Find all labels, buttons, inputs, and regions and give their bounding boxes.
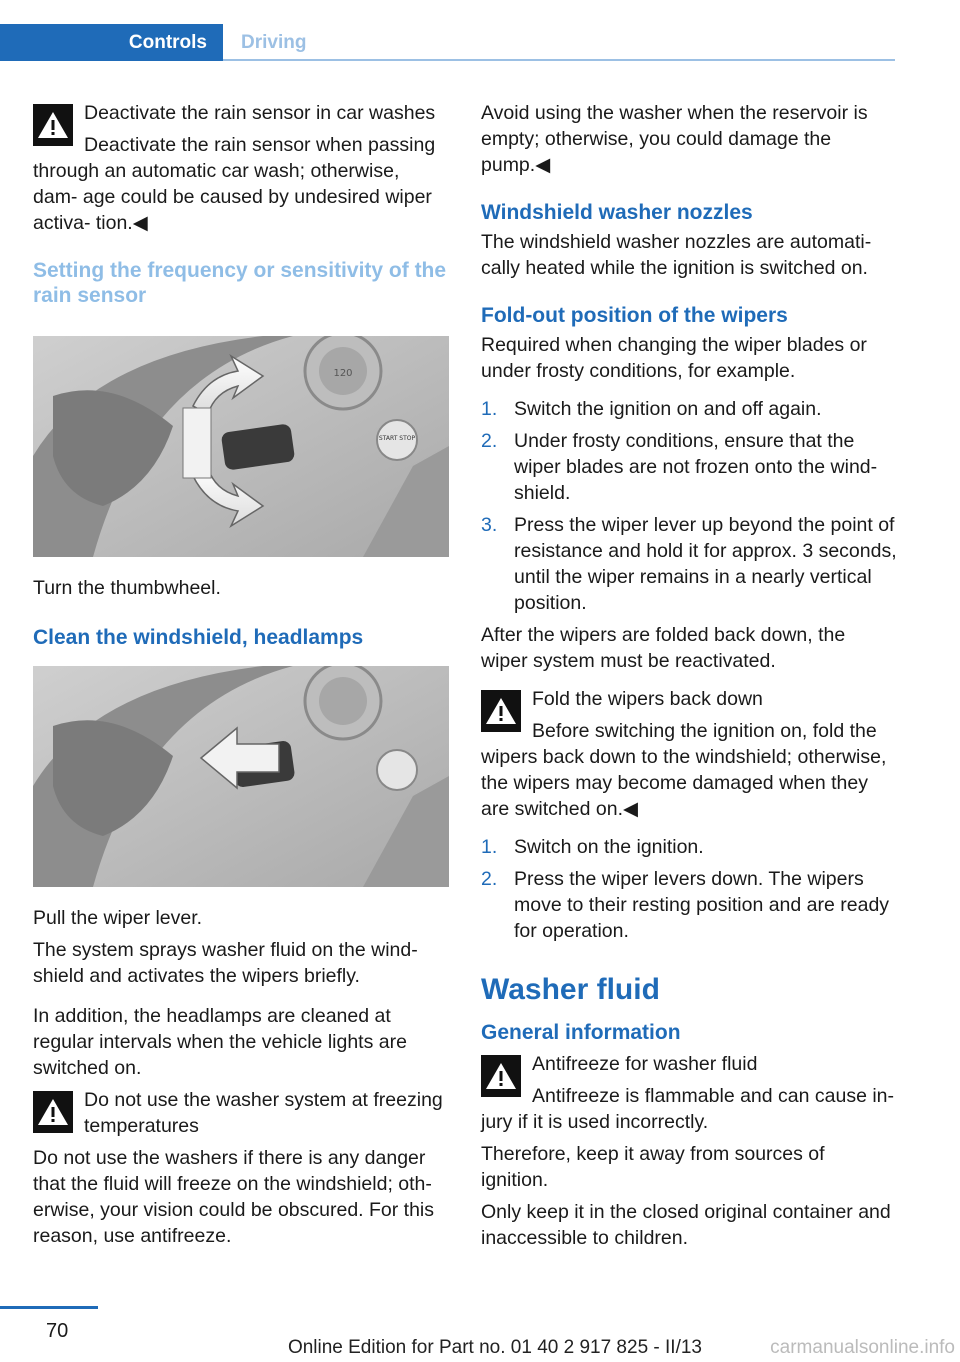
start-stop-label: START STOP: [378, 435, 416, 442]
warning-fold-back: [481, 686, 897, 822]
warning-title-cont: temperatures: [84, 1115, 199, 1137]
list-item: 1. Switch on the ignition.: [481, 836, 704, 858]
wiper-lever-photo: [33, 666, 449, 887]
edition-info: Online Edition for Part no. 01 40 2 917 825 - II/13: [287, 1337, 702, 1358]
tab-underline: [223, 59, 895, 61]
warning-freezing: [33, 1087, 449, 1249]
left-column: [33, 100, 449, 1255]
list-item: 3. Press the wiper lever up beyond the point of resistance and hold it for approx. 3 seconds, until the wiper remains in a nearly vertical position.: [481, 514, 897, 614]
warning-title: Deactivate the rain sensor in car washes: [84, 102, 436, 124]
warning-icon: [33, 104, 73, 146]
warning-text-line: Before switching the ignition on, fold the: [532, 720, 877, 742]
heading-washer-fluid: Washer fluid: [481, 973, 660, 1006]
paragraph-reactivate: After the wipers are folded back down, the wiper system must be reactivated.: [481, 624, 846, 672]
warning-title: Do not use the washer system at freezing: [84, 1089, 443, 1111]
paragraph-fold-out: Required when changing the wiper blades or under frosty conditions, for example.: [481, 334, 867, 382]
right-column: [481, 100, 897, 1257]
warning-icon: [481, 1055, 521, 1097]
paragraph-original-container: Only keep it in the closed original container and inaccessible to children.: [481, 1201, 891, 1249]
section-tabs: [0, 24, 895, 61]
caption-thumbwheel: Turn the thumbwheel.: [33, 577, 221, 599]
footer-rule: [0, 1306, 98, 1309]
warning-icon: [33, 1091, 73, 1133]
heading-frequency-sensitivity: Setting the frequency or sensitivity of the rain sensor: [33, 259, 447, 307]
warning-title: Antifreeze for washer fluid: [532, 1053, 758, 1075]
list-item: 2. Press the wiper levers down. The wipers move to their resting position and are ready for operation.: [481, 868, 890, 942]
paragraph-headlamps: In addition, the headlamps are cleaned at regular intervals when the vehicle lights are switched on.: [33, 1005, 407, 1079]
warning-text: Do not use the washers if there is any danger that the fluid will freeze on the windshield; oth‐ erwise, your vision could be obscured. For this reason, use antifreeze.: [33, 1147, 435, 1247]
paragraph-ignition-sources: Therefore, keep it away from sources of ignition.: [481, 1143, 825, 1191]
thumbwheel-photo: [33, 336, 449, 557]
warning-text: through an automatic car wash; otherwise, dam‐ age could be caused by undesired wiper activa‐ tion.◀: [33, 160, 432, 234]
gauge-label: 120: [333, 368, 353, 379]
tab-driving[interactable]: Driving: [241, 31, 307, 53]
paragraph-reservoir: Avoid using the washer when the reservoir is empty; otherwise, you could damage the pump.◀: [481, 102, 868, 176]
caption-wiper-lever: Pull the wiper lever.: [33, 907, 203, 929]
warning-text-line: Deactivate the rain sensor when passing: [84, 134, 436, 156]
paragraph-nozzles: The windshield washer nozzles are automati‐ cally heated while the ignition is switched on.: [481, 231, 872, 279]
heading-washer-nozzles: Windshield washer nozzles: [481, 201, 753, 224]
heading-fold-out: Fold-out position of the wipers: [481, 304, 788, 327]
paragraph-sprays: The system sprays washer fluid on the wind‐ shield and activates the wipers briefly.: [33, 939, 418, 987]
tab-controls[interactable]: Controls: [0, 24, 223, 61]
warning-text-line: Antifreeze is flammable and can cause in‐: [532, 1085, 895, 1107]
page-number: 70: [46, 1320, 69, 1342]
steps-reactivate: [481, 834, 897, 944]
list-item: 1. Switch the ignition on and off again.: [481, 398, 822, 420]
warning-text: jury if it is used incorrectly.: [481, 1111, 709, 1133]
warning-text: wipers back down to the windshield; otherwise, the wipers may become damaged when they are switched on.◀: [481, 746, 887, 820]
watermark: carmanualsonline.info: [770, 1337, 955, 1358]
steps-fold-out: [481, 396, 897, 616]
warning-rain-sensor: [33, 100, 449, 236]
list-item: 2. Under frosty conditions, ensure that the wiper blades are not frozen onto the wind‐ shield.: [481, 430, 878, 504]
warning-icon: [481, 690, 521, 732]
warning-title: Fold the wipers back down: [532, 688, 763, 710]
heading-general-information: General information: [481, 1021, 681, 1044]
heading-clean-windshield: Clean the windshield, headlamps: [33, 626, 364, 649]
warning-antifreeze: [481, 1051, 897, 1135]
